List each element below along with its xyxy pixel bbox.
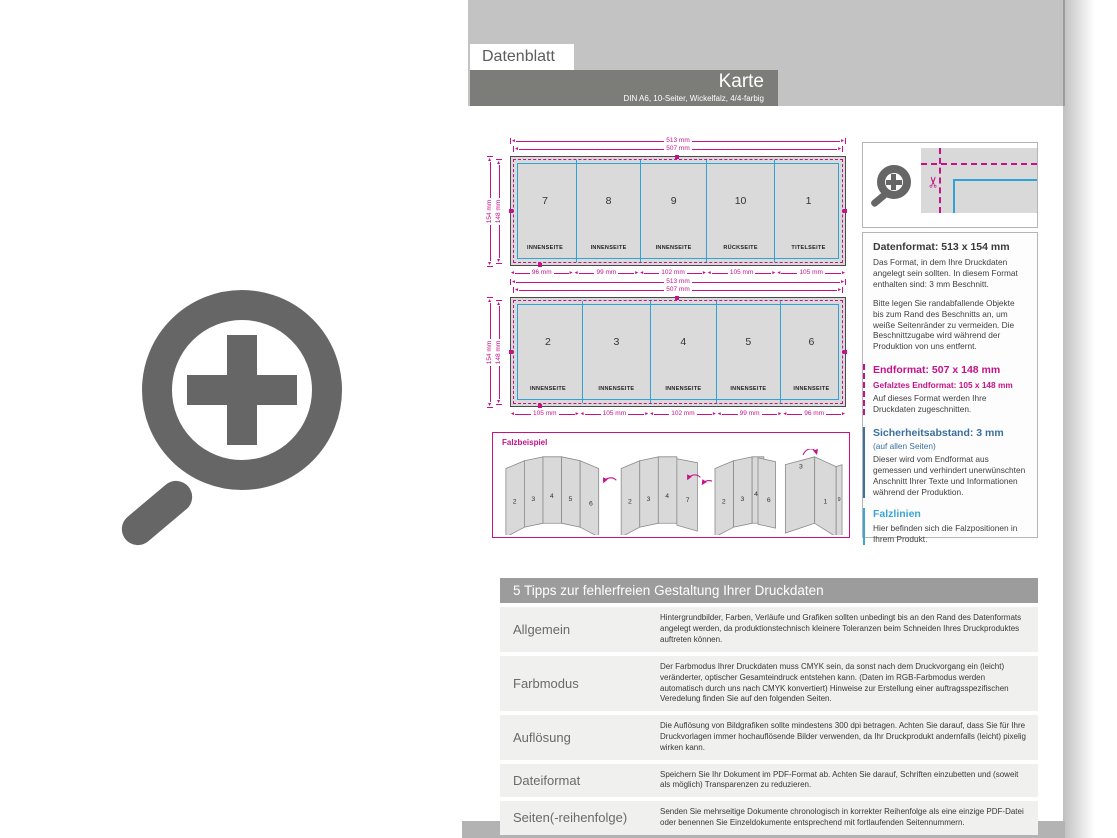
svg-text:3: 3 (646, 495, 651, 503)
scissors-icon: ✂ (924, 175, 943, 189)
dim-end-format-width: ◄ 507 mm ► (514, 145, 843, 152)
page-panel: 3 INNENSEITE (582, 301, 650, 403)
fold-example-label: Falzbeispiel (502, 438, 548, 447)
panel-width-dim: ◄ 96 mm ► (510, 269, 574, 276)
panel-width-dim: ◄ 105 mm ► (706, 269, 777, 276)
row-label: Dateiformat (513, 772, 581, 788)
page-panel: 9 INNENSEITE (640, 160, 706, 262)
page-title: Karte (718, 71, 764, 92)
table-row (500, 607, 1038, 652)
table-row (500, 801, 1038, 835)
magnifier-handle (115, 474, 198, 551)
svg-text:9: 9 (837, 496, 841, 503)
sicherheitsabstand-subtitle: (auf allen Seiten) (873, 440, 936, 451)
panel-width-dim: ◄ 102 mm ► (639, 269, 707, 276)
plus-bar-vertical (227, 335, 257, 445)
row-label: Allgemein (513, 622, 571, 637)
registration-mark (843, 350, 847, 354)
svg-text:6: 6 (766, 496, 771, 504)
sicherheitsabstand-body: Dieser wird vom Endformat aus gemessen und verhindert unerwünschten Anschnitt Ihrer Texte und Informationen während der Produktion. (873, 453, 1026, 497)
dim-data-format-width: ◄ 513 mm ► (511, 137, 846, 144)
datenformat-body-2: Bitte legen Sie randabfallende Objekte bis zum Rand des Beschnitts an, um weiße Seitenränder zu vermeiden. Die Beschnittzugabe wird während der Produktion von uns entfernt. (873, 297, 1015, 352)
fold-stage-2 (621, 457, 697, 535)
fold-example-box (492, 432, 850, 538)
safety-line-sample-vertical (953, 179, 955, 213)
panel-width-dim: ◄ 99 mm ► (716, 410, 783, 417)
panel-width-dim: ◄ 105 mm ► (510, 410, 580, 417)
registration-mark (843, 209, 847, 213)
datenblatt-tab: Datenblatt (470, 44, 574, 70)
safety-line-sample-horizontal (953, 179, 1037, 181)
page-panel: 1 TITELSEITE (774, 160, 842, 262)
endformat-subtitle: Gefalztes Endformat: 105 x 148 mm (873, 380, 1013, 391)
registration-mark (509, 209, 513, 213)
falzlinien-section (873, 508, 1027, 546)
panel-width-dims (510, 411, 846, 418)
svg-text:4: 4 (665, 492, 670, 500)
fold-stage-4 (785, 457, 842, 535)
row-text: Senden Sie mehrseitige Dokumente chronologisch in korrekter Reihenfolge als eine einzige PDF-Datei oder benennen Sie Einzeldokumente entsprechend mit fortlaufenden Seitennummern. (660, 807, 1024, 827)
svg-text:7: 7 (685, 496, 690, 504)
svg-text:3: 3 (531, 495, 536, 503)
endformat-title: Endformat: 507 x 148 mm (873, 364, 1001, 377)
page-subtitle: DIN A6, 10-Seiter, Wickelfalz, 4/4-farbig (623, 94, 764, 103)
legend-sidebar (862, 232, 1038, 545)
svg-text:2: 2 (628, 498, 632, 506)
page-panel: 4 INNENSEITE (650, 301, 716, 403)
table-row (500, 764, 1038, 798)
row-text: Hintergrundbilder, Farben, Verläufe und Grafiken sollten unbedingt bis an den Rand des Datenformats angelegt werden, da produktionstechnisch kleinere Toleranzen beim Schneiden Ihres Druckproduktes auftreten können. (660, 613, 1022, 644)
sicherheitsabstand-section (873, 427, 1027, 498)
endformat-section (873, 364, 1027, 415)
row-label: Auflösung (513, 729, 571, 745)
inner-pages-diagram (510, 297, 846, 407)
dim-end-format-width: ◄ 507 mm ► (514, 286, 843, 293)
datenformat-title: Datenformat: 513 x 154 mm (873, 241, 1010, 253)
tips-table-title: 5 Tipps zur fehlerfreien Gestaltung Ihrer Druckdaten (500, 578, 1038, 603)
page-edge-shadow (1063, 0, 1105, 838)
svg-text:5: 5 (568, 495, 573, 503)
svg-text:1: 1 (823, 498, 828, 506)
falzlinien-body: Hier befinden sich die Falzpositionen in Ihrem Produkt. (873, 523, 1018, 545)
svg-text:3: 3 (740, 495, 745, 503)
table-row (500, 656, 1038, 711)
page-panel: 6 INNENSEITE (780, 301, 842, 403)
row-text: Der Farbmodus Ihrer Druckdaten muss CMYK sein, da sonst nach dem Druckvorgang ein (leicht) veränderter, optischer Gesamteindruck entstehen kann. (Daten im RGB-Farbmodus werden automatisch durch uns nach CMYK konvertiert) Hinweise zur Erstellung einer auftragsspezifischen Veredelung finden Sie auf den folgenden Seiten. (660, 662, 1009, 704)
page-panel: 7 INNENSEITE (527, 194, 564, 251)
page-panel: 8 INNENSEITE (576, 160, 640, 262)
svg-text:4: 4 (549, 492, 554, 500)
fold-stages-illustration (501, 449, 843, 535)
fold-stage-1 (506, 457, 599, 535)
row-label: Farbmodus (513, 676, 579, 692)
table-row (500, 715, 1038, 759)
sicherheitsabstand-title: Sicherheitsabstand: 3 mm (873, 427, 1004, 440)
endformat-body: Auf dieses Format werden Ihre Druckdaten zugeschnitten. (873, 393, 987, 415)
title-bar (470, 70, 778, 106)
outer-pages-diagram (510, 156, 846, 266)
svg-text:4: 4 (754, 490, 758, 498)
row-label: Seiten(-reihenfolge) (513, 810, 628, 826)
registration-mark (509, 350, 513, 354)
row-text: Speichern Sie Ihr Dokument im PDF-Format ab. Achten Sie darauf, Schriften einzubetten und (soweit als möglich) Transparenzen zu reduzieren. (660, 769, 1019, 790)
svg-text:6: 6 (588, 500, 593, 508)
svg-text:3: 3 (799, 463, 803, 471)
datenformat-body: Das Format, in dem Ihre Druckdaten angelegt sein sollten. In diesem Format enthalten sind: 3 mm Beschnitt. (873, 256, 1018, 289)
registration-mark (675, 155, 679, 159)
svg-text:2: 2 (721, 498, 726, 506)
tips-table (500, 578, 1038, 835)
panel-width-dim: ◄ 96 mm ► (782, 410, 846, 417)
registration-mark (675, 296, 679, 300)
registration-mark (538, 263, 542, 267)
dim-end-format-height: ◄ 148 mm ► (495, 300, 502, 404)
dim-end-format-height: ◄ 148 mm ► (495, 159, 502, 263)
panel-width-dim: ◄ 105 mm ► (776, 269, 846, 276)
fold-stage-3 (715, 457, 776, 535)
svg-text:2: 2 (512, 498, 517, 506)
dim-data-format-width: ◄ 513 mm ► (511, 278, 846, 285)
registration-mark (538, 404, 542, 408)
row-text: Die Auflösung von Bildgrafiken sollte mindestens 300 dpi betragen. Achten Sie darauf, dass Sie für Ihre Druckvorlagen immer hochauflösende Bilder verwenden, da Ihr Druckprodukt andernfalls (leicht) pixelig wirken kann. (660, 721, 1026, 752)
panel-width-dim: ◄ 105 mm ► (579, 410, 650, 417)
panel-width-dims (510, 270, 846, 277)
page-panel: 2 INNENSEITE (529, 335, 566, 392)
safety-line (517, 163, 839, 259)
falzlinien-title: Falzlinien (873, 507, 921, 520)
datenformat-section (873, 241, 1027, 352)
dim-data-format-height: ◄ 154 mm ► (486, 156, 493, 266)
panel-width-dim: ◄ 102 mm ► (649, 410, 717, 417)
safety-line (517, 304, 839, 400)
corner-detail-box (862, 142, 1038, 228)
page-panel: 5 INNENSEITE (716, 301, 780, 403)
page-panel: 10 RÜCKSEITE (706, 160, 774, 262)
dim-data-format-height: ◄ 154 mm ► (486, 297, 493, 407)
panel-width-dim: ◄ 99 mm ► (573, 269, 640, 276)
